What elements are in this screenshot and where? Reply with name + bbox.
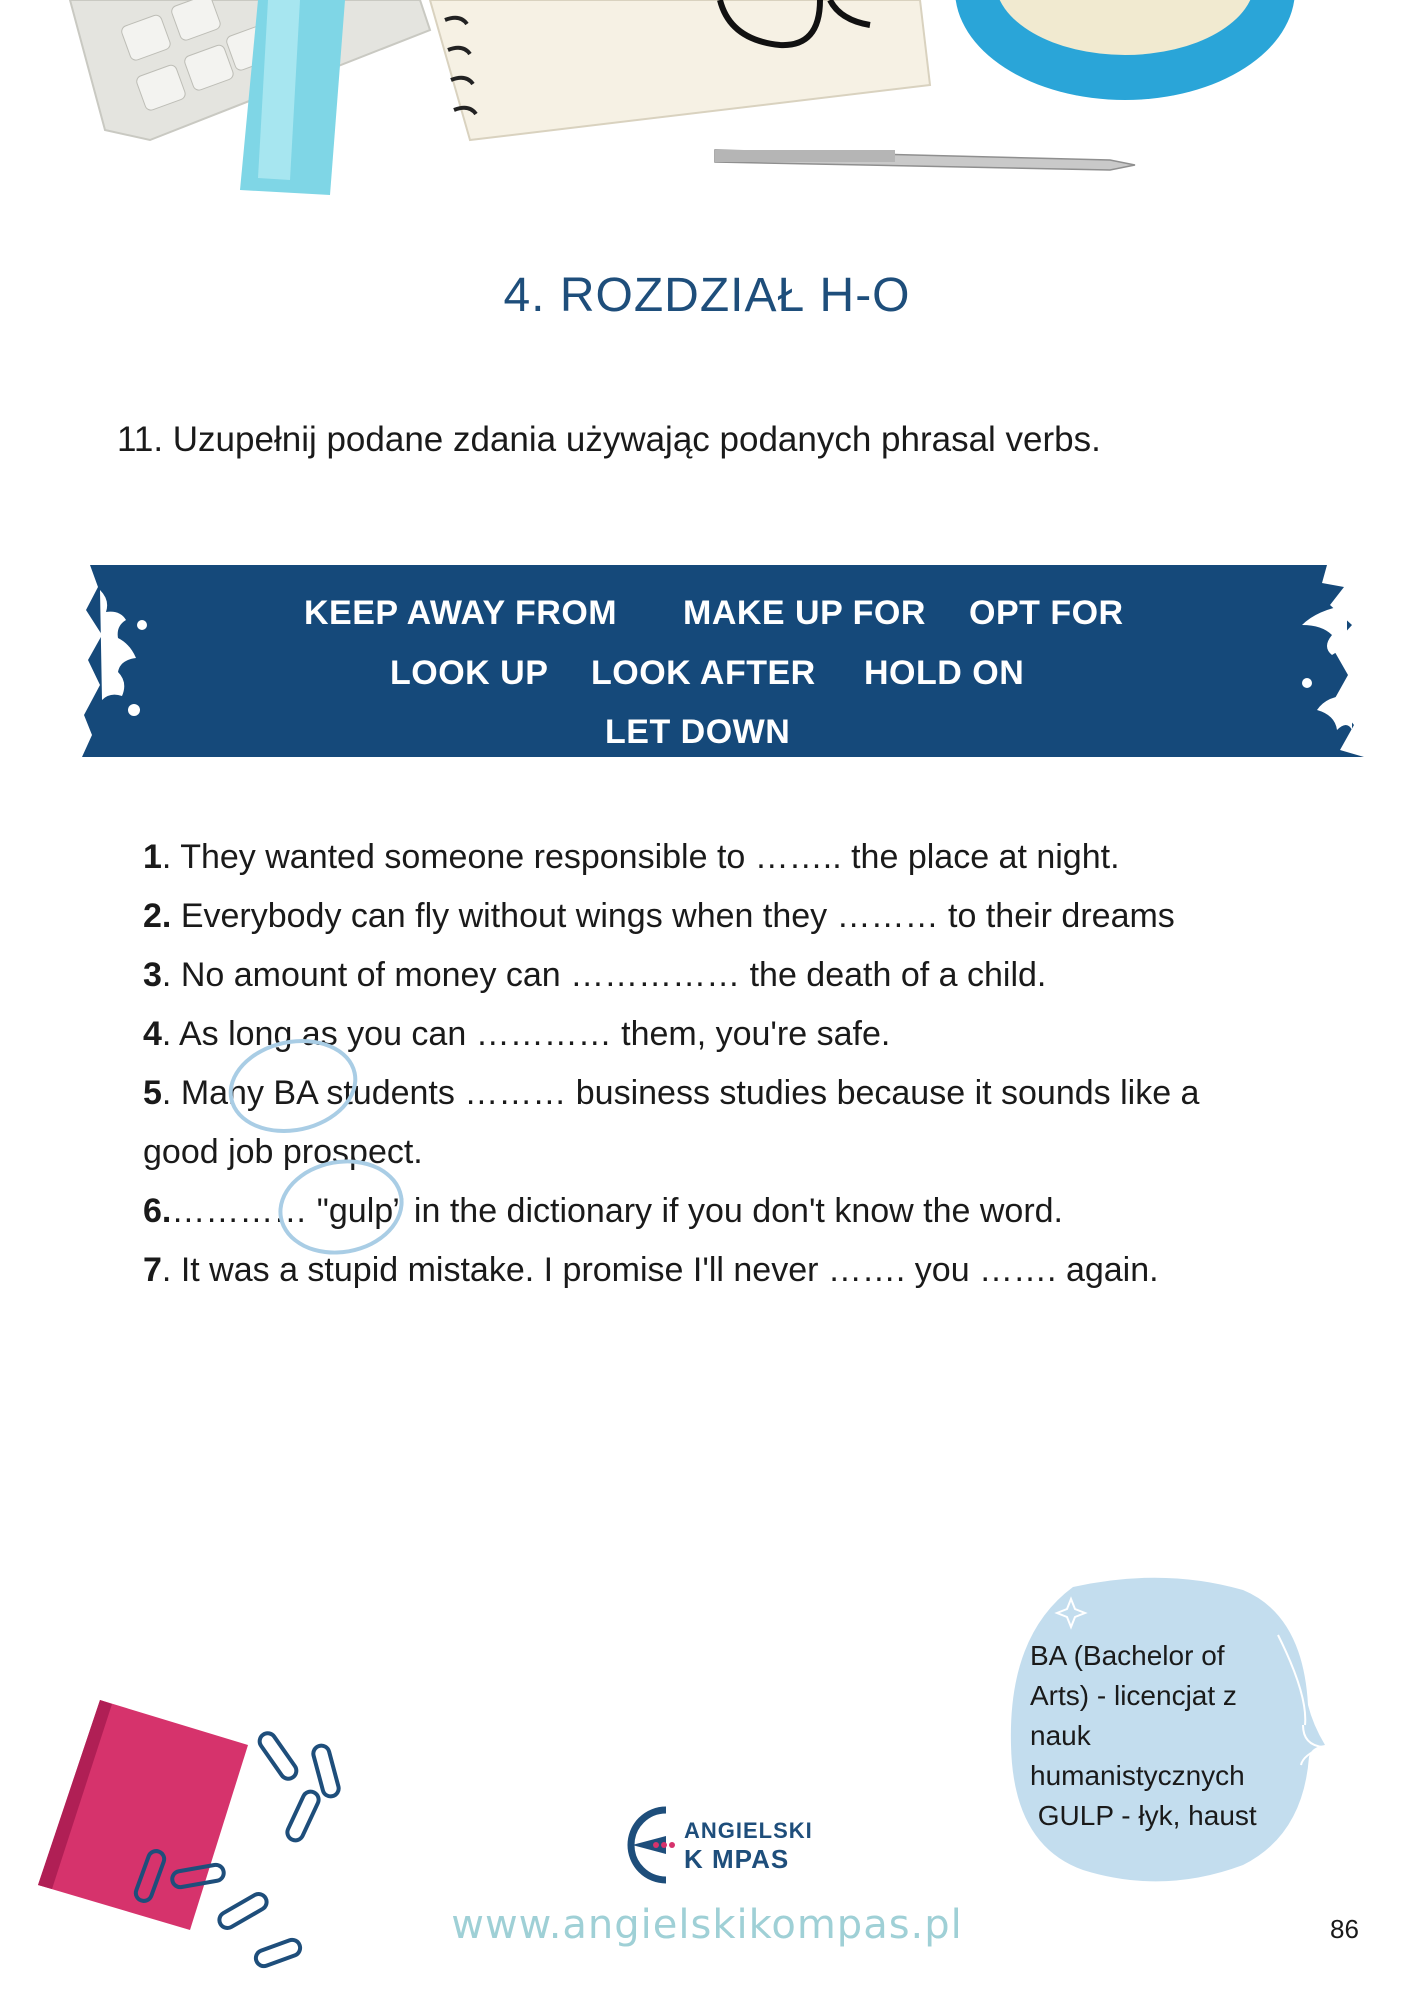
- sentence-continuation: good job prospect.: [143, 1133, 423, 1171]
- phrasal-row-2: [82, 654, 1364, 704]
- desk-illustration: [0, 0, 1414, 210]
- phrase-make-up-for: MAKE UP FOR: [683, 594, 926, 632]
- pen-icon: [715, 150, 1135, 170]
- exercise-instruction: 11. Uzupełnij podane zdania używając podanych phrasal verbs.: [117, 420, 1101, 459]
- phrase-look-up: LOOK UP: [390, 654, 549, 692]
- sentence-number: 3: [143, 956, 162, 994]
- sentence-5: 5. Many BA students ……… business studies because it sounds like a good job prospect.: [143, 1064, 1283, 1182]
- sentence-text: Everybody can fly without wings when they ……… to their dreams: [180, 897, 1175, 935]
- note-line: BA (Bachelor of: [1030, 1640, 1225, 1671]
- website-url: www.angielskikompas.pl: [451, 1902, 963, 1948]
- sentence-number: 7: [143, 1251, 162, 1289]
- cup-icon: [955, 0, 1295, 100]
- sentence-text: ………… "gulp” in the dictionary if you don't know the word.: [171, 1192, 1063, 1230]
- vocabulary-note: [1030, 1636, 1300, 1836]
- sentence-text: Many BA students ……… business studies because it sounds like a: [180, 1074, 1200, 1112]
- phrase-opt-for: OPT FOR: [969, 594, 1124, 632]
- sentence-number: 1: [143, 838, 162, 876]
- note-line: nauk: [1030, 1720, 1091, 1751]
- highlighter-icon: [240, 0, 345, 195]
- page-number: 86: [1330, 1914, 1359, 1944]
- sentence-text: It was a stupid mistake. I promise I'll never ……. you ……. again.: [180, 1251, 1159, 1289]
- notebook-icon: [430, 0, 930, 140]
- phrase-hold-on: HOLD ON: [864, 654, 1025, 692]
- note-line: humanistycznych: [1030, 1760, 1245, 1791]
- phrasal-row-1: [82, 594, 1364, 644]
- sentence-1: 1. They wanted someone responsible to …….. the place at night.: [143, 838, 1120, 876]
- sentence-number: 4: [143, 1015, 162, 1053]
- sentence-text: They wanted someone responsible to …….. the place at night.: [180, 838, 1120, 876]
- sentence-number: 5: [143, 1074, 162, 1112]
- logo-line-2: K MPAS: [684, 1844, 790, 1874]
- note-line: GULP - łyk, haust: [1030, 1800, 1257, 1831]
- sentence-4: 4. As long as you can ………… them, you're safe.: [143, 1015, 891, 1053]
- note-line: Arts) - licencjat z: [1030, 1680, 1237, 1711]
- chapter-title: 4. ROZDZIAŁ H-O: [503, 269, 911, 322]
- phrase-keep-away-from: KEEP AWAY FROM: [304, 594, 618, 632]
- phrase-look-after: LOOK AFTER: [591, 654, 816, 692]
- sentence-7: 7. It was a stupid mistake. I promise I'll never ……. you ……. again.: [143, 1251, 1159, 1289]
- sentence-number: 6.: [143, 1192, 172, 1230]
- sentence-number: 2.: [143, 897, 172, 935]
- pink-notebook-icon: [38, 1700, 248, 1930]
- logo-line-1: ANGIELSKI: [684, 1818, 813, 1843]
- sentence-2: [143, 887, 1283, 946]
- phrase-let-down: LET DOWN: [605, 713, 791, 751]
- sentence-text: No amount of money can …………… the death of a child.: [180, 956, 1047, 994]
- sentence-3: 3. No amount of money can …………… the death of a child.: [143, 956, 1047, 994]
- compass-icon: [622, 1800, 682, 1890]
- angielski-kompas-logo: [622, 1800, 822, 1890]
- phrasal-row-3: [82, 713, 1364, 763]
- sentence-text: As long as you can ………… them, you're safe.: [178, 1015, 891, 1053]
